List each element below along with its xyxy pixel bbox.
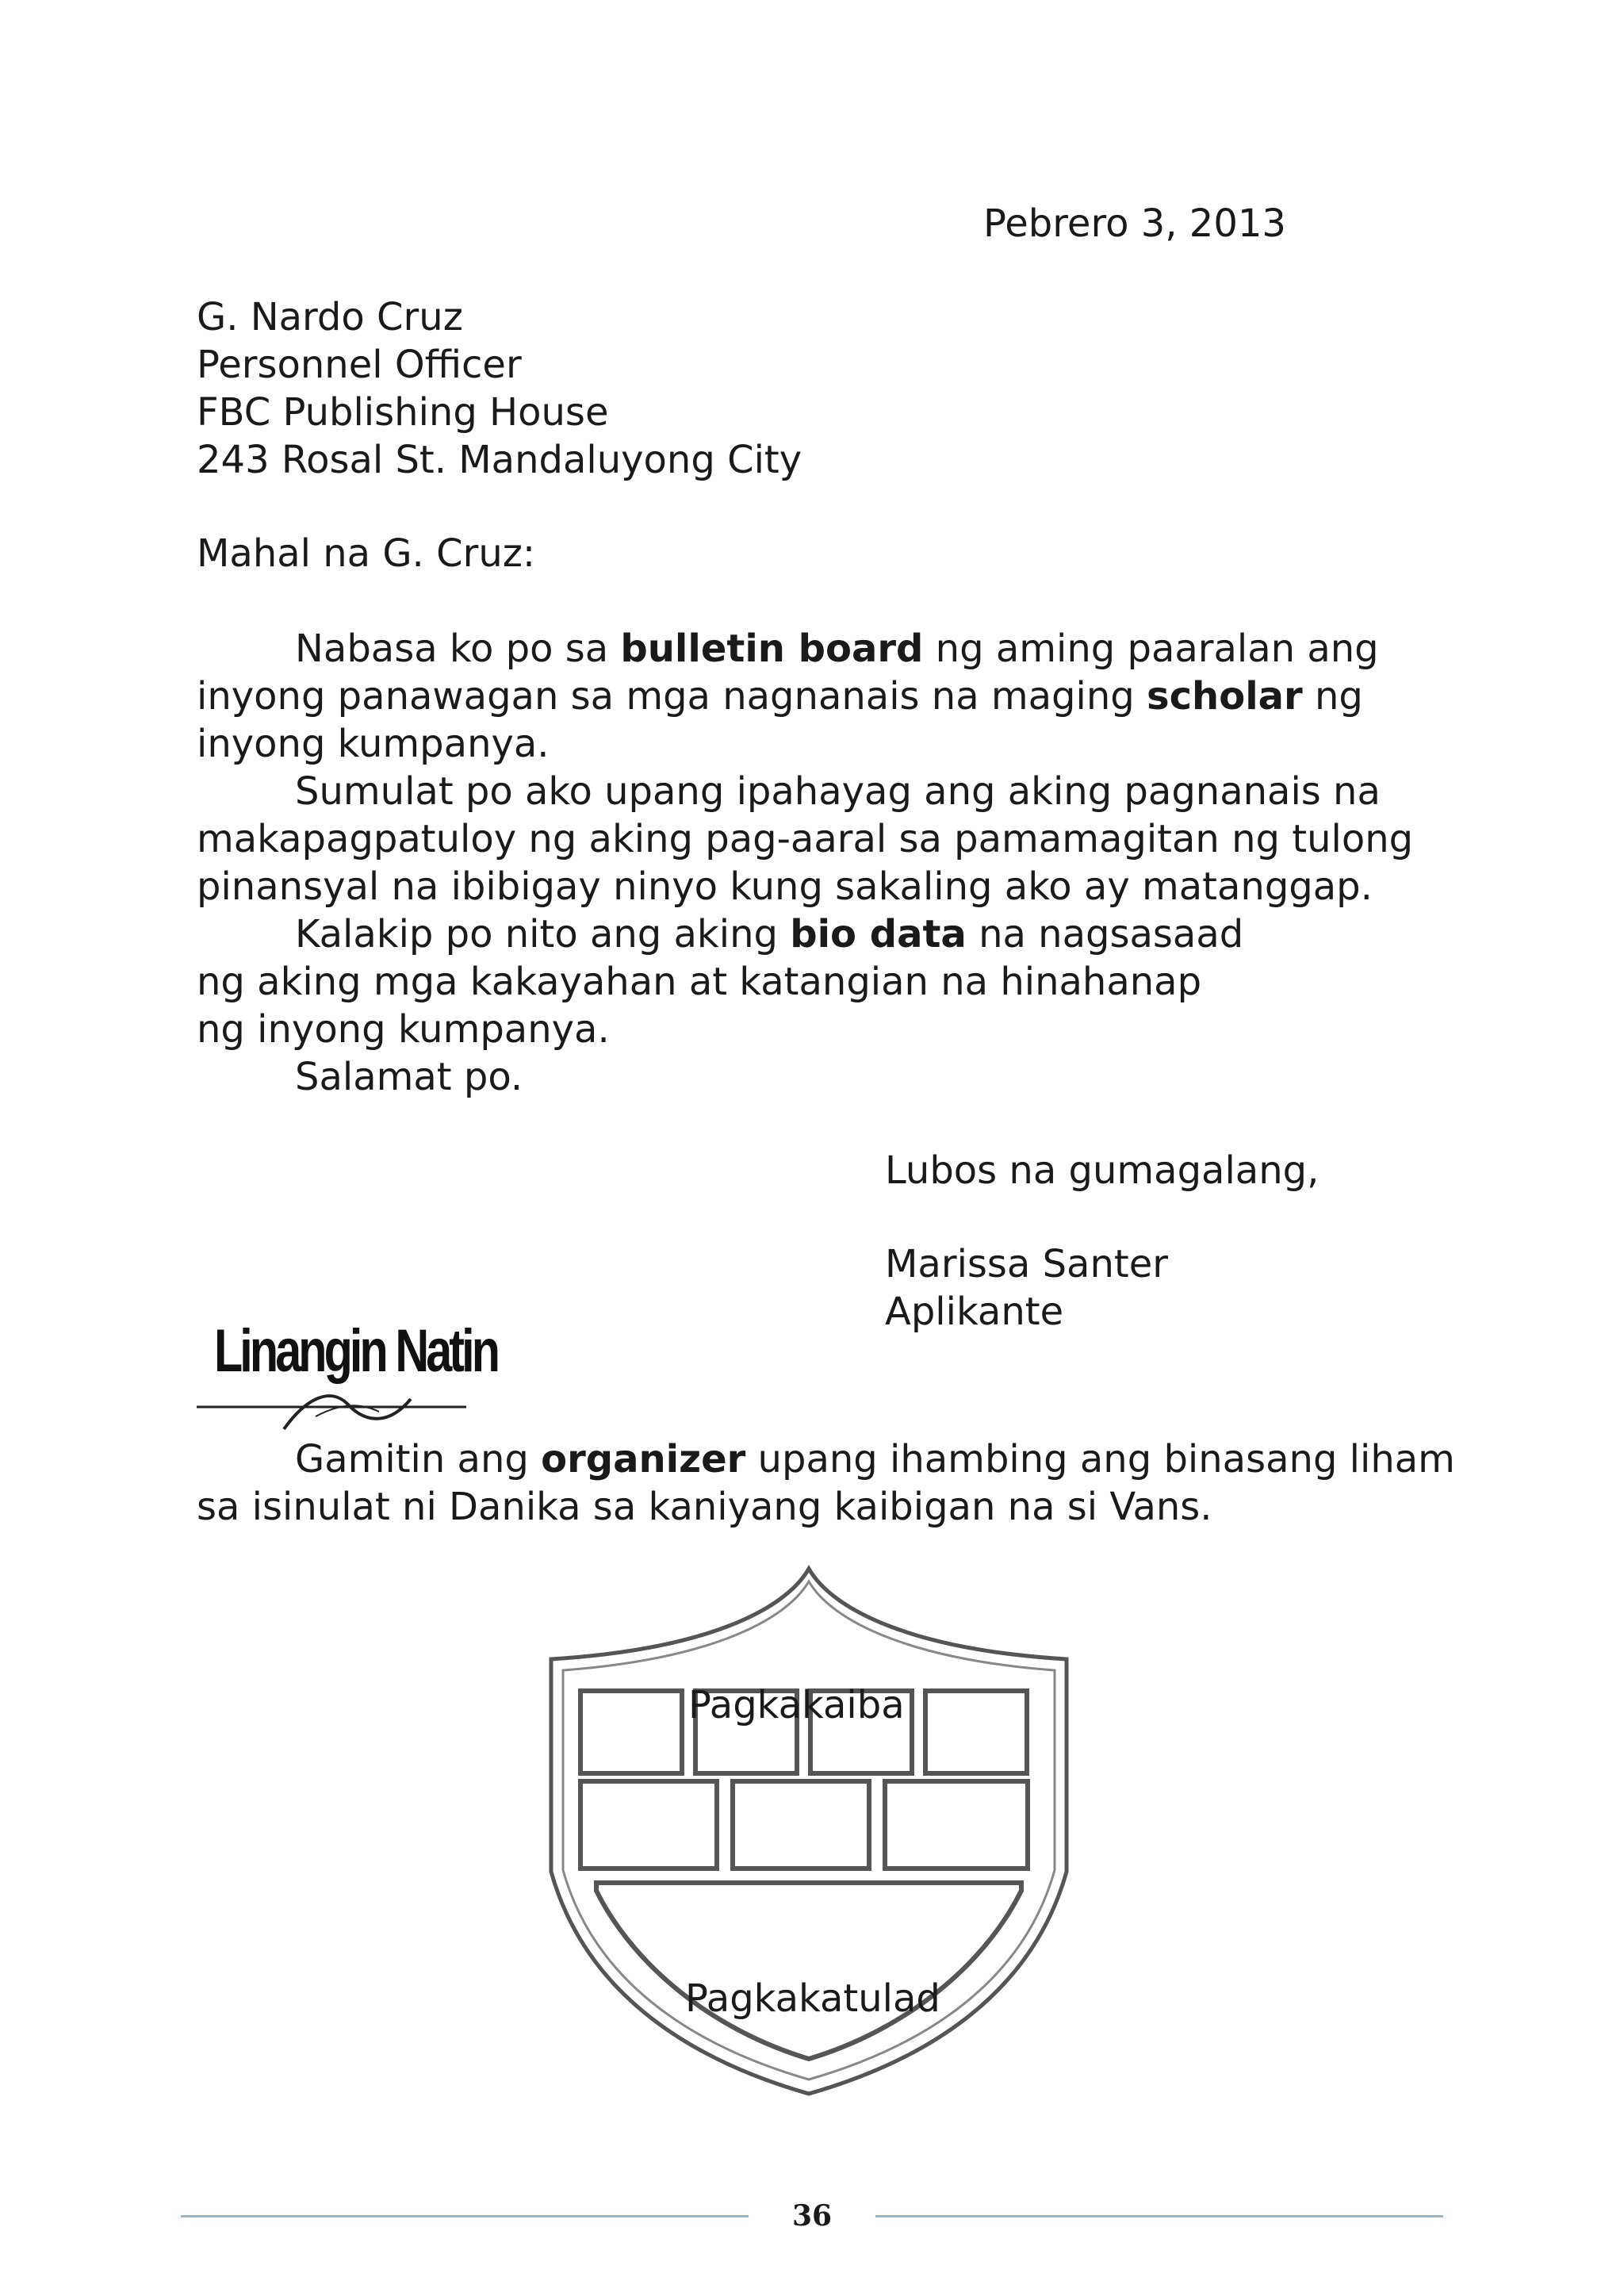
text-span: Gamitin ang — [295, 1437, 542, 1481]
closing: Lubos na gumagalang, — [885, 1148, 1320, 1193]
text-span: na nagsasaad — [966, 912, 1244, 956]
paragraph-4: Salamat po. — [295, 1055, 523, 1099]
text-span: inyong panawagan sa mga nagnanais na maging — [197, 674, 1147, 719]
letter-date: Pebrero 3, 2013 — [983, 201, 1286, 246]
paragraph-2-line-2: makapagpatuloy ng aking pag-aaral sa pamamagitan ng tulong — [197, 817, 1414, 861]
text-span: Kalakip po nito ang aking — [295, 912, 791, 956]
paragraph-1-line-3: inyong kumpanya. — [197, 722, 550, 766]
recipient-name: G. Nardo Cruz — [197, 295, 463, 339]
recipient-address: 243 Rosal St. Mandaluyong City — [197, 438, 802, 482]
text-span: ng aming paaralan ang — [923, 627, 1379, 671]
paragraph-1-line-2 — [197, 673, 1363, 720]
bold-term-bulletin-board: bulletin board — [620, 627, 924, 671]
bold-term-scholar: scholar — [1147, 674, 1303, 719]
recipient-company: FBC Publishing House — [197, 390, 609, 435]
page-number: 36 — [791, 2199, 833, 2233]
shield-organizer — [539, 1554, 1078, 2110]
bold-term-organizer: organizer — [541, 1437, 746, 1481]
footer-rule-right — [875, 2215, 1443, 2217]
paragraph-2-line-1: Sumulat po ako upang ipahayag ang aking pagnanais na — [295, 769, 1381, 814]
text-span: upang ihambing ang binasang liham — [745, 1437, 1455, 1481]
section-heading: Linangin Natin — [214, 1317, 498, 1385]
paragraph-3-line-3: ng inyong kumpanya. — [197, 1007, 610, 1052]
organizer-label-differences: Pagkakaiba — [688, 1683, 905, 1727]
text-span: ng — [1302, 674, 1363, 719]
paragraph-3-line-1 — [295, 910, 1243, 958]
sender-title: Aplikante — [885, 1290, 1064, 1334]
salutation: Mahal na G. Cruz: — [197, 531, 536, 576]
paragraph-1-line-1 — [295, 625, 1379, 673]
middle-row-boxes — [580, 1781, 1028, 1869]
paragraph-3-line-2: ng aking mga kakayahan at katangian na hinahanap — [197, 960, 1202, 1004]
footer-rule-left — [181, 2215, 749, 2217]
organizer-label-similarities: Pagkakatulad — [685, 1976, 940, 2021]
bold-term-bio-data: bio data — [790, 912, 967, 956]
instruction-line-1 — [295, 1435, 1455, 1483]
text-span: Nabasa ko po sa — [295, 627, 621, 671]
bottom-shield-region — [596, 1883, 1021, 2059]
recipient-position: Personnel Officer — [197, 343, 522, 387]
paragraph-2-line-3: pinansyal na ibibigay ninyo kung sakaling ako ay matanggap. — [197, 864, 1373, 909]
instruction-line-2: sa isinulat ni Danika sa kaniyang kaibigan na si Vans. — [197, 1485, 1212, 1529]
sender-name: Marissa Santer — [885, 1242, 1168, 1286]
